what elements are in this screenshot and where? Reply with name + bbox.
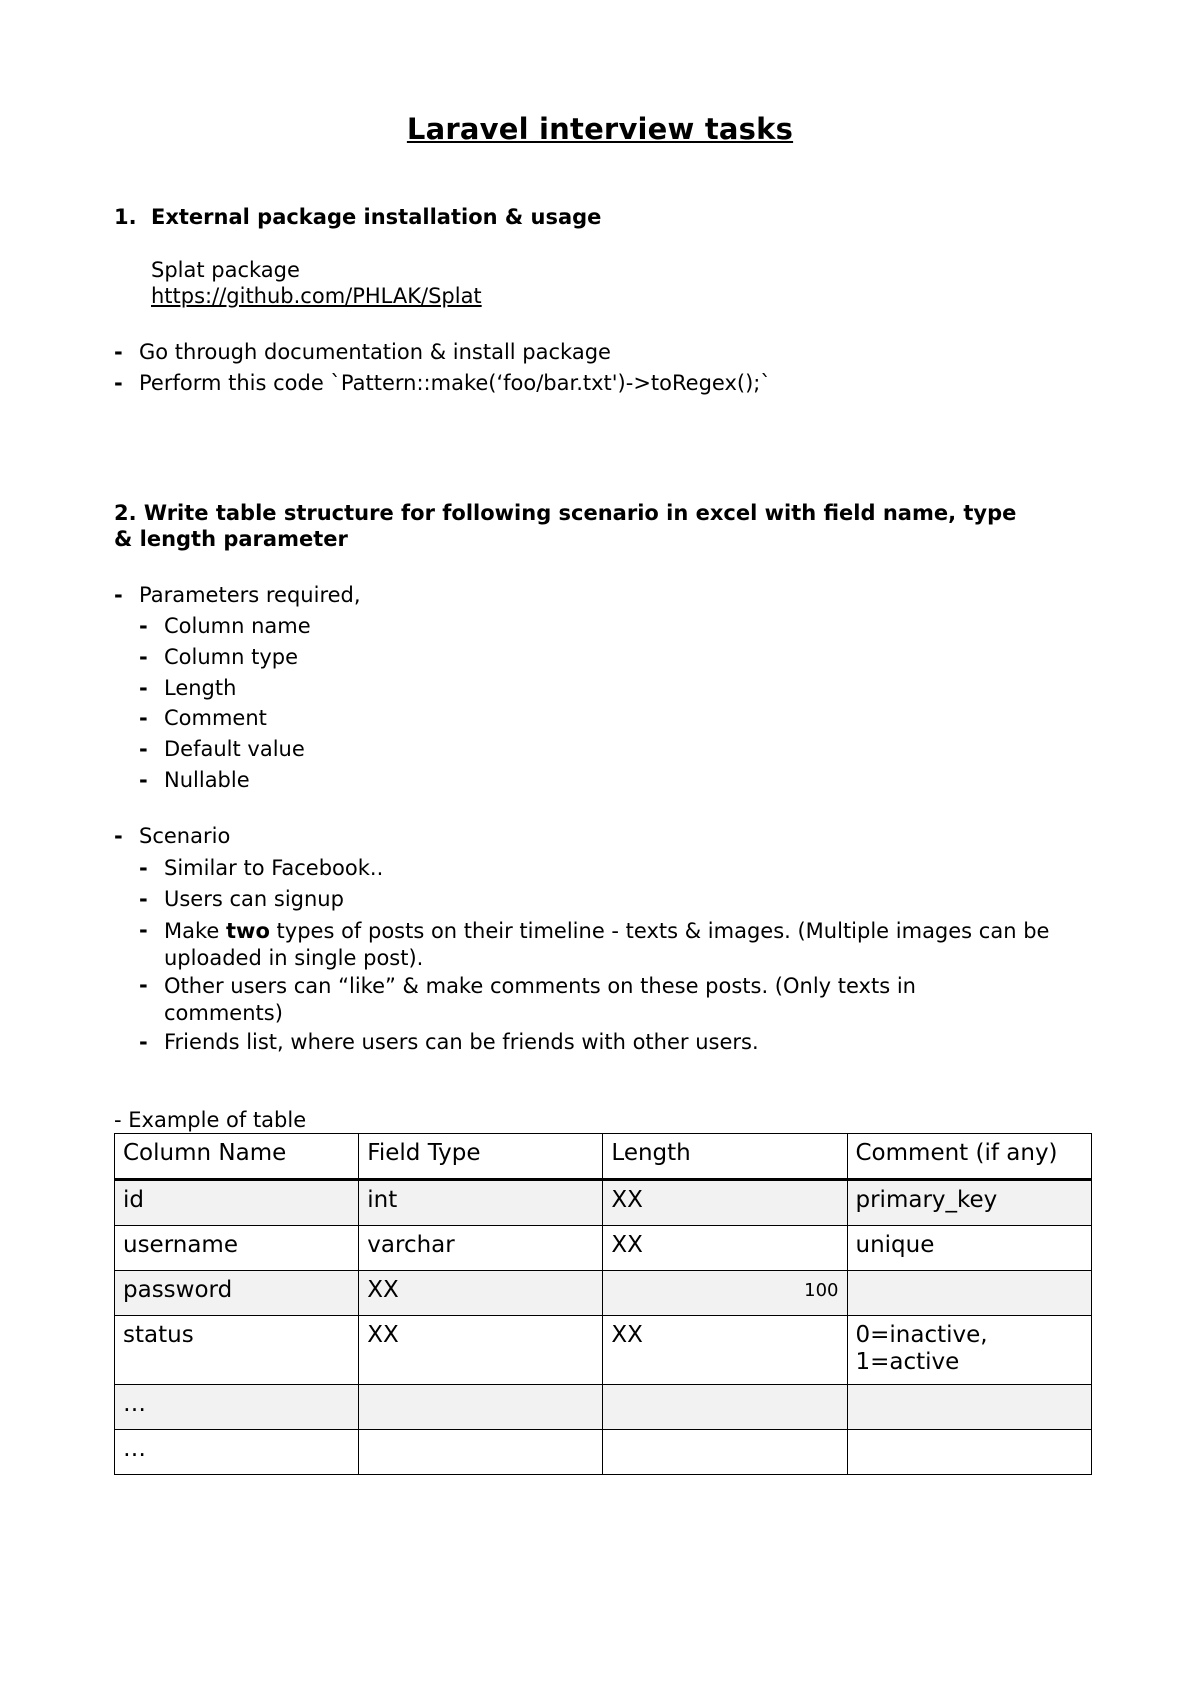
table-header-row — [115, 1134, 1092, 1180]
bullet-text: Go through documentation & install package — [139, 340, 611, 364]
table-row — [115, 1385, 1092, 1430]
param-text: Column name — [164, 614, 311, 638]
param-text: Column type — [164, 645, 299, 669]
param-text: Nullable — [164, 768, 250, 792]
table-cell — [847, 1385, 1092, 1430]
table-cell — [359, 1385, 603, 1430]
scenario-text — [164, 918, 1079, 972]
param-text: Length — [164, 676, 237, 700]
table-row — [115, 1271, 1092, 1316]
table-row — [115, 1180, 1092, 1226]
scenario-text: Similar to Facebook.. — [164, 856, 384, 880]
table-cell — [603, 1430, 847, 1475]
params-label: Parameters required, — [139, 583, 361, 607]
document-page: Laravel interview tasks 1. External package installation & usage Splat package https://github.com/PHLAK/Splat - Go through documentation & install package - Perform this code `Pattern::make(‘foo/bar.txt')->toRegex();` 2. Write table structure for following scenario in excel with field name, type & length parameter - Parameters required, - Column name - Column type - Length - Comment - Default value - Nullable - Scenario - Similar to Facebook.. - Users can signup - Make two types of posts on their timeline - texts & images. (Multiple images can be uploaded in single post). - Other users can “like” & make comments on these posts. (Only texts in comments) - Friends list, where users can be friends with other users. - Example of table Column Name Field Type Length Comment (if any) id int XX primary_key username varchar XX unique password XX 100 status XX XX 0=inactive, 1=active … … — [0, 0, 1200, 1698]
table-cell: 0=inactive, 1=active — [847, 1316, 1092, 1385]
section2-heading-line1: 2. Write table structure for following scenario in excel with field name, type — [114, 501, 1017, 525]
scenario-text: Friends list, where users can be friends with other users. — [164, 1030, 759, 1054]
table-cell: varchar — [359, 1226, 603, 1271]
package-link[interactable]: https://github.com/PHLAK/Splat — [151, 284, 482, 308]
table-header-cell: Length — [603, 1134, 847, 1180]
table-row — [115, 1430, 1092, 1475]
table-cell: int — [359, 1180, 603, 1226]
scenario-text-pre: Make — [164, 919, 226, 943]
scenario-label: Scenario — [139, 824, 231, 848]
table-cell: XX — [359, 1271, 603, 1316]
table-cell: primary_key — [847, 1180, 1092, 1226]
table-cell — [603, 1385, 847, 1430]
table-cell: unique — [847, 1226, 1092, 1271]
table-header-cell: Field Type — [359, 1134, 603, 1180]
param-text: Default value — [164, 737, 305, 761]
scenario-text-bold: two — [226, 919, 270, 943]
table-cell: … — [115, 1430, 359, 1475]
table-header-cell: Column Name — [115, 1134, 359, 1180]
table-row — [115, 1316, 1092, 1385]
table-cell: status — [115, 1316, 359, 1385]
table-row — [115, 1226, 1092, 1271]
section2-heading-line2: & length parameter — [114, 527, 348, 551]
table-cell: id — [115, 1180, 359, 1226]
page-title: Laravel interview tasks — [406, 112, 794, 146]
table-cell: password — [115, 1271, 359, 1316]
example-table — [114, 1133, 1092, 1475]
package-name: Splat package — [151, 258, 300, 282]
section1-number: 1. — [114, 205, 137, 229]
table-cell: … — [115, 1385, 359, 1430]
table-cell — [847, 1430, 1092, 1475]
table-cell — [359, 1430, 603, 1475]
table-cell: XX — [603, 1180, 847, 1226]
scenario-text: Users can signup — [164, 887, 344, 911]
section1-heading: External package installation & usage — [151, 205, 602, 229]
table-cell: XX — [603, 1316, 847, 1385]
table-header-cell: Comment (if any) — [847, 1134, 1092, 1180]
table-cell: XX — [603, 1226, 847, 1271]
table-cell: XX — [359, 1316, 603, 1385]
table-cell: 100 — [603, 1271, 847, 1316]
scenario-text-post: types of posts on their timeline - texts & images. (Multiple images can be uploaded in single post). — [164, 919, 1050, 970]
scenario-text: Other users can “like” & make comments on these posts. (Only texts in comments) — [164, 974, 916, 1025]
param-text: Comment — [164, 706, 267, 730]
table-cell: username — [115, 1226, 359, 1271]
example-label: - Example of table — [114, 1108, 307, 1132]
table-cell — [847, 1271, 1092, 1316]
bullet-text: Perform this code `Pattern::make(‘foo/bar.txt')->toRegex();` — [139, 371, 771, 395]
